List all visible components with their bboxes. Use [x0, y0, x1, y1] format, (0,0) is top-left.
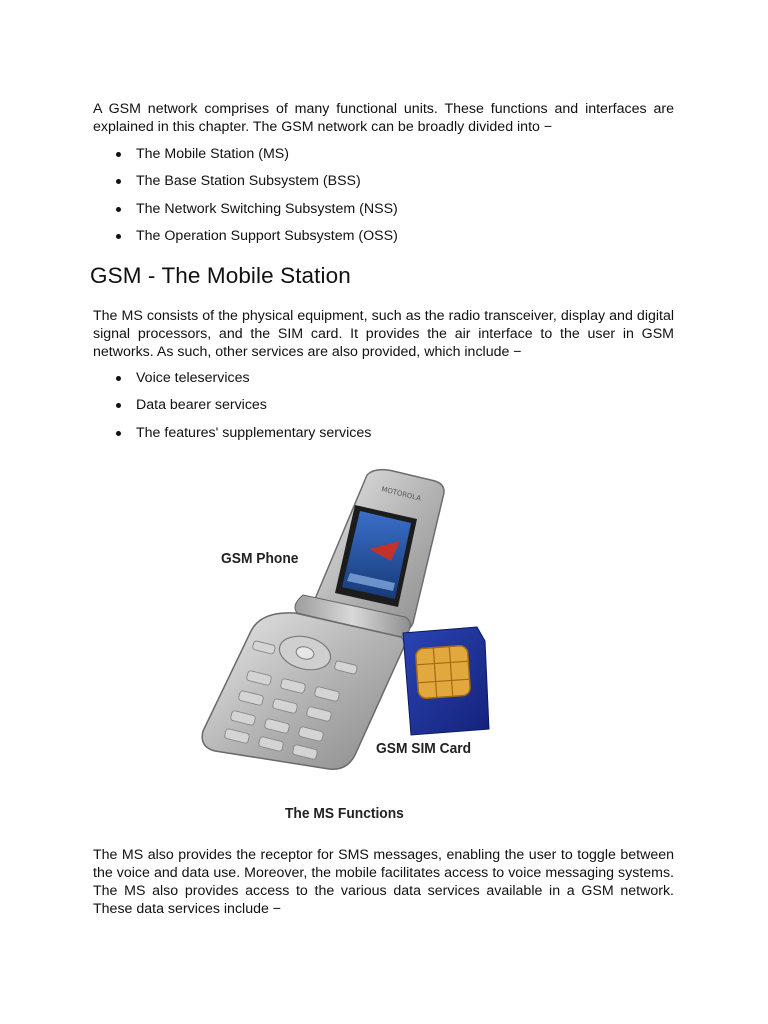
intro-paragraph: A GSM network comprises of many functional units. These functions and interfaces are explained in this chapter. The GSM network can be broadly divided into −	[93, 101, 674, 135]
sim-card-label: GSM SIM Card	[376, 740, 472, 757]
bullet-icon	[116, 431, 121, 436]
list-item	[113, 172, 398, 199]
ms-paragraph: The MS consists of the physical equipment, such as the radio transceiver, display and digital signal processors, and the SIM card. It provides the air interface to the user in GSM networks. As such, other services are also provided, which include −	[93, 308, 674, 360]
sim-card	[403, 627, 489, 735]
phone-label: GSM Phone	[221, 550, 299, 567]
bullet-icon	[116, 179, 121, 184]
list-item	[113, 200, 398, 227]
list-item-text: The Base Station Subsystem (BSS)	[136, 173, 361, 190]
list-item-text: The Operation Support Subsystem (OSS)	[136, 227, 398, 244]
phone-keypad	[202, 613, 404, 769]
list-item-text: The Mobile Station (MS)	[136, 146, 289, 162]
list-item	[113, 145, 398, 172]
list-item	[113, 424, 371, 451]
list-item-text: Voice teleservices	[136, 370, 250, 386]
ms-figure	[195, 465, 515, 795]
subsystem-list	[113, 145, 398, 254]
figure-caption: The MS Functions	[285, 805, 404, 822]
section-heading: GSM - The Mobile Station	[90, 263, 351, 288]
services-list	[113, 369, 371, 451]
phone-brand: MOTOROLA	[380, 485, 422, 503]
bullet-icon	[116, 234, 121, 239]
list-item-text: Data bearer services	[136, 397, 267, 414]
list-item-text: The features' supplementary services	[136, 424, 372, 441]
bullet-icon	[116, 376, 121, 381]
bullet-icon	[116, 403, 121, 408]
list-item	[113, 396, 371, 423]
list-item	[113, 369, 371, 396]
list-item-text: The Network Switching Subsystem (NSS)	[136, 200, 398, 217]
closing-paragraph: The MS also provides the receptor for SMS messages, enabling the user to toggle between the voice and data use. Moreover, the mobile facilitates access to voice messaging systems. The MS also provides access to the various data services available in a GSM network. These data services include −	[93, 847, 674, 917]
list-item	[113, 227, 398, 254]
bullet-icon	[116, 152, 121, 157]
bullet-icon	[116, 207, 121, 212]
